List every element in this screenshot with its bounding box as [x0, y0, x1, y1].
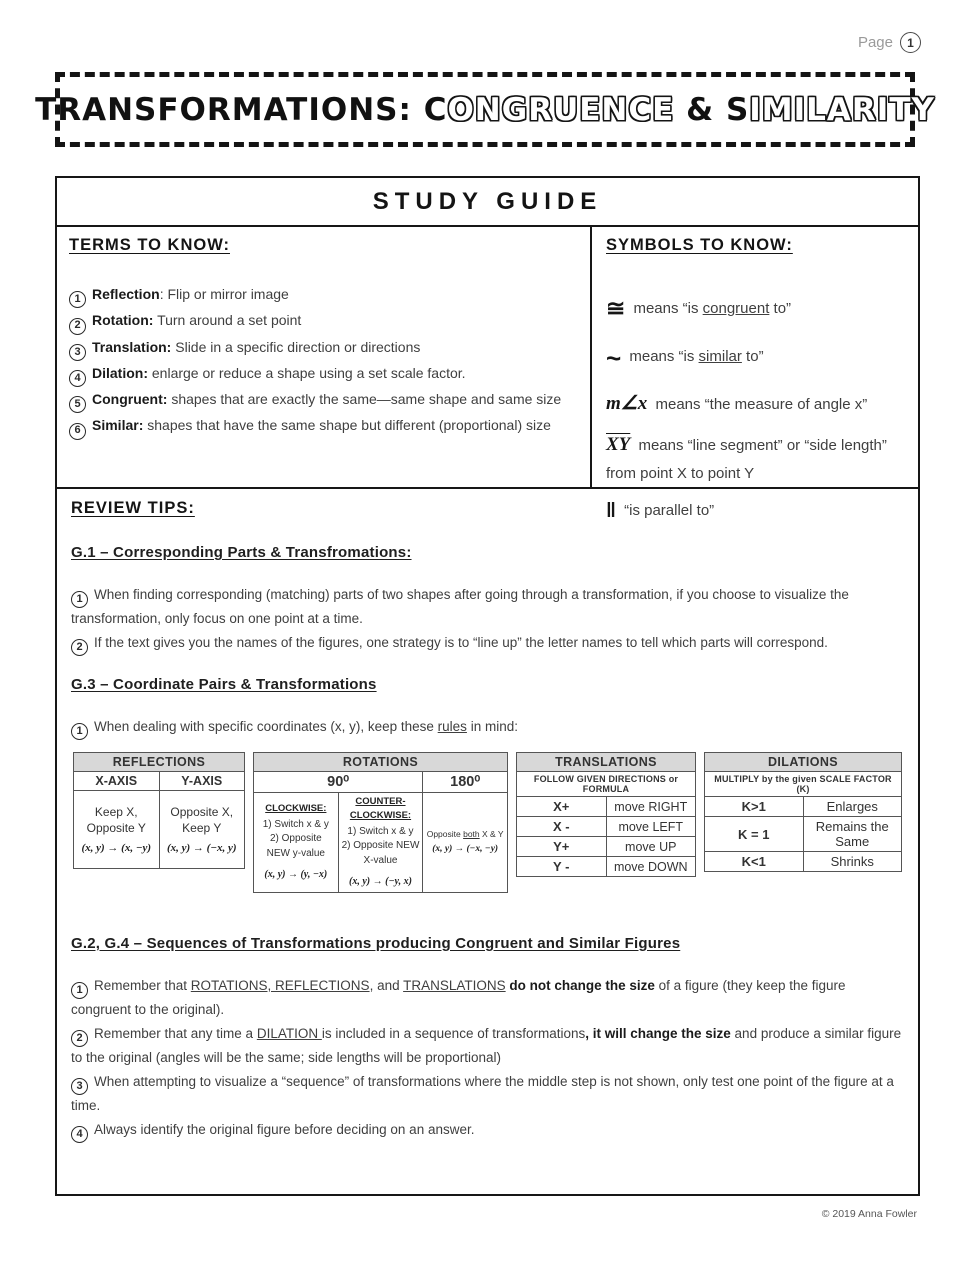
congruent-symbol: ≅ [606, 295, 626, 321]
term-item [69, 388, 571, 413]
table-cell: K<1 [705, 852, 804, 872]
line-segment-symbol: $\overline{XY}$ [606, 433, 631, 455]
rule-text: Keep X, [94, 804, 138, 819]
tip-number: 1 [71, 591, 88, 608]
table-cell: X+ [517, 797, 607, 817]
rule-text: Opposite Y [86, 820, 146, 835]
rule-text: NEW y-value [266, 847, 325, 859]
table-cell [159, 791, 245, 869]
translations-table [516, 752, 696, 877]
tip-number: 2 [71, 639, 88, 656]
review-heading: REVIEW TIPS: [71, 499, 195, 517]
table-title: ROTATIONS [254, 753, 508, 772]
tip-item [71, 1071, 904, 1116]
title-colon: : [398, 91, 412, 128]
table-cell: Shrinks [803, 852, 902, 872]
tip-text: When attempting to visualize a “sequence” of transformations where the middle step is not shown, only test one point of the figure at a time. [71, 1074, 894, 1114]
tip-text: Always identify the original figure before deciding on an answer. [94, 1122, 475, 1138]
rule-formula: (x, y) → (x, −y) [81, 842, 152, 855]
symbol-text: means “is similar to” [625, 348, 764, 366]
table-title: DILATIONS [705, 753, 902, 772]
table-subtitle: MULTIPLY by the given SCALE FACTOR (K) [705, 772, 902, 797]
term-number: 6 [69, 423, 86, 440]
table-cell: Y - [517, 857, 607, 877]
tip-text: Remember that any time a DILATION is included in a sequence of transformations, it will change the size and produce a similar figure to the original (angles will be the same; side lengths will be proportional) [71, 1025, 902, 1066]
title-banner [35, 72, 935, 147]
tip-text: If the text gives you the names of the figures, one strategy is to “line up” the letter names to tell which parts will correspond. [94, 635, 828, 651]
page-label: Page [857, 34, 893, 51]
symbol-item [606, 336, 904, 380]
table-cell [254, 793, 339, 893]
symbol-text: means “the measure of angle x” [651, 396, 868, 414]
tip-number: 1 [71, 723, 88, 740]
study-guide-box [55, 176, 920, 1196]
g3-heading: G.3 – Coordinate Pairs & Transformations [71, 676, 377, 694]
tip-text: When dealing with specific coordinates (x, y), keep these rules in mind: [94, 719, 518, 735]
reflections-table [73, 752, 245, 869]
rule-text: 1) Switch x & y [347, 825, 414, 837]
title-ampersand: & [686, 91, 715, 128]
g3-block [71, 676, 904, 740]
table-cell [338, 793, 423, 893]
term-item [69, 336, 571, 361]
rule-title: CLOCKWISE: [265, 803, 327, 815]
tip-item [71, 1119, 904, 1143]
term-item [69, 283, 571, 308]
table-cell: Y+ [517, 837, 607, 857]
symbol-item [606, 388, 904, 420]
term-text: Similar: shapes that have the same shape but different (proportional) size [92, 417, 551, 434]
parallel-symbol: ‖ [606, 500, 616, 523]
tip-text: When finding corresponding (matching) parts of two shapes after going through a transformation, if you choose to visualize the transformation, only focus on one point at a time. [71, 587, 849, 627]
term-text: Dilation: enlarge or reduce a shape using a set scale factor. [92, 364, 466, 381]
table-cell: move DOWN [606, 857, 696, 877]
title-similarity: IMILARITY [749, 91, 935, 128]
table-cell: K = 1 [705, 817, 804, 852]
term-item [69, 309, 571, 334]
dilations-table [704, 752, 902, 872]
table-cell: Enlarges [803, 797, 902, 817]
rule-title: COUNTER-CLOCKWISE: [349, 796, 412, 822]
term-item [69, 362, 571, 387]
term-text: Rotation: Turn around a set point [92, 312, 302, 329]
symbol-item [606, 289, 904, 328]
review-section [57, 489, 918, 1194]
table-title: REFLECTIONS [74, 753, 245, 772]
rule-formula: (x, y) → (y, −x) [264, 869, 328, 881]
tip-item [71, 584, 904, 629]
tip-number: 3 [71, 1078, 88, 1095]
page-number: 1 [900, 32, 921, 53]
table-cell: Remains the Same [803, 817, 902, 852]
table-subtitle: FOLLOW GIVEN DIRECTIONS or FORMULA [517, 772, 696, 797]
table-cell: 90⁰ [254, 772, 423, 793]
table-title: TRANSLATIONS [517, 753, 696, 772]
rule-text: 2) Opposite [269, 833, 322, 845]
tip-item [71, 975, 904, 1020]
g24-heading: G.2, G.4 – Sequences of Transformations producing Congruent and Similar Figures [71, 934, 681, 952]
page-title [35, 92, 935, 128]
table-cell: move LEFT [606, 817, 696, 837]
g1-block [71, 544, 904, 656]
table-cell: K>1 [705, 797, 804, 817]
tip-text: Remember that ROTATIONS, REFLECTIONS, and TRANSLATIONS do not change the size of a figure (they keep the figure congruent to the original). [71, 977, 846, 1017]
table-cell: move UP [606, 837, 696, 857]
term-text: Reflection: Flip or mirror image [92, 286, 289, 302]
rotations-table [253, 752, 508, 893]
tip-number: 1 [71, 982, 88, 999]
symbol-text: “is parallel to” [619, 502, 715, 520]
table-cell [423, 793, 508, 893]
rule-text: Opposite both X & Y [426, 828, 504, 839]
symbol-text: means “is congruent to” [629, 300, 792, 317]
symbol-item [606, 429, 904, 487]
table-cell: Y-AXIS [159, 772, 245, 791]
title-similarity-cap: S [725, 91, 750, 128]
term-number: 3 [69, 344, 86, 361]
symbols-section [592, 227, 918, 523]
tip-item [71, 716, 904, 740]
rule-text: 2) Opposite NEW [341, 840, 420, 852]
study-guide-title: STUDY GUIDE [57, 178, 918, 227]
title-congruence-cap: C [423, 91, 448, 128]
tip-number: 4 [71, 1126, 88, 1143]
rule-text: Opposite X, [170, 804, 234, 819]
table-cell: X-AXIS [74, 772, 160, 791]
rules-tables [73, 752, 902, 893]
terms-section [57, 227, 592, 487]
rule-formula: (x, y) → (−x, y) [166, 842, 237, 855]
title-congruence: ONGRUENCE [447, 91, 675, 128]
table-cell [74, 791, 160, 869]
table-cell: 180⁰ [423, 772, 508, 793]
terms-heading: TERMS TO KNOW: [69, 236, 230, 254]
copyright: © 2019 Anna Fowler [821, 1208, 917, 1220]
symbols-heading: SYMBOLS TO KNOW: [606, 236, 793, 254]
table-cell: move RIGHT [606, 797, 696, 817]
rule-formula: (x, y) → (−y, x) [349, 876, 412, 888]
terms-list [69, 283, 571, 440]
tip-number: 2 [71, 1030, 88, 1047]
rule-text: Keep Y [182, 820, 222, 835]
term-number: 5 [69, 396, 86, 413]
g24-block [71, 935, 904, 1143]
symbol-text: means “line segment” or “side length” from point X to point Y [606, 436, 887, 482]
table-cell: X - [517, 817, 607, 837]
tip-item [71, 1023, 904, 1068]
rule-formula: (x, y) → (−x, −y) [432, 843, 499, 854]
page-indicator [858, 32, 921, 53]
angle-measure-symbol: m∠x [606, 393, 648, 415]
term-number: 4 [69, 370, 86, 387]
tip-item [71, 632, 904, 656]
term-number: 1 [69, 291, 86, 308]
term-item [69, 414, 571, 439]
title-transformations: TRANSFORMATIONS [35, 91, 399, 128]
term-text: Translation: Slide in a specific direction or directions [92, 338, 421, 355]
g1-heading: G.1 – Corresponding Parts & Transfromations: [71, 544, 412, 561]
similar-symbol: ~ [606, 343, 622, 374]
rule-text: 1) Switch x & y [262, 818, 329, 830]
term-text: Congruent: shapes that are exactly the same—same shape and same size [92, 391, 562, 408]
rule-text: X-value [363, 854, 398, 866]
term-number: 2 [69, 318, 86, 335]
